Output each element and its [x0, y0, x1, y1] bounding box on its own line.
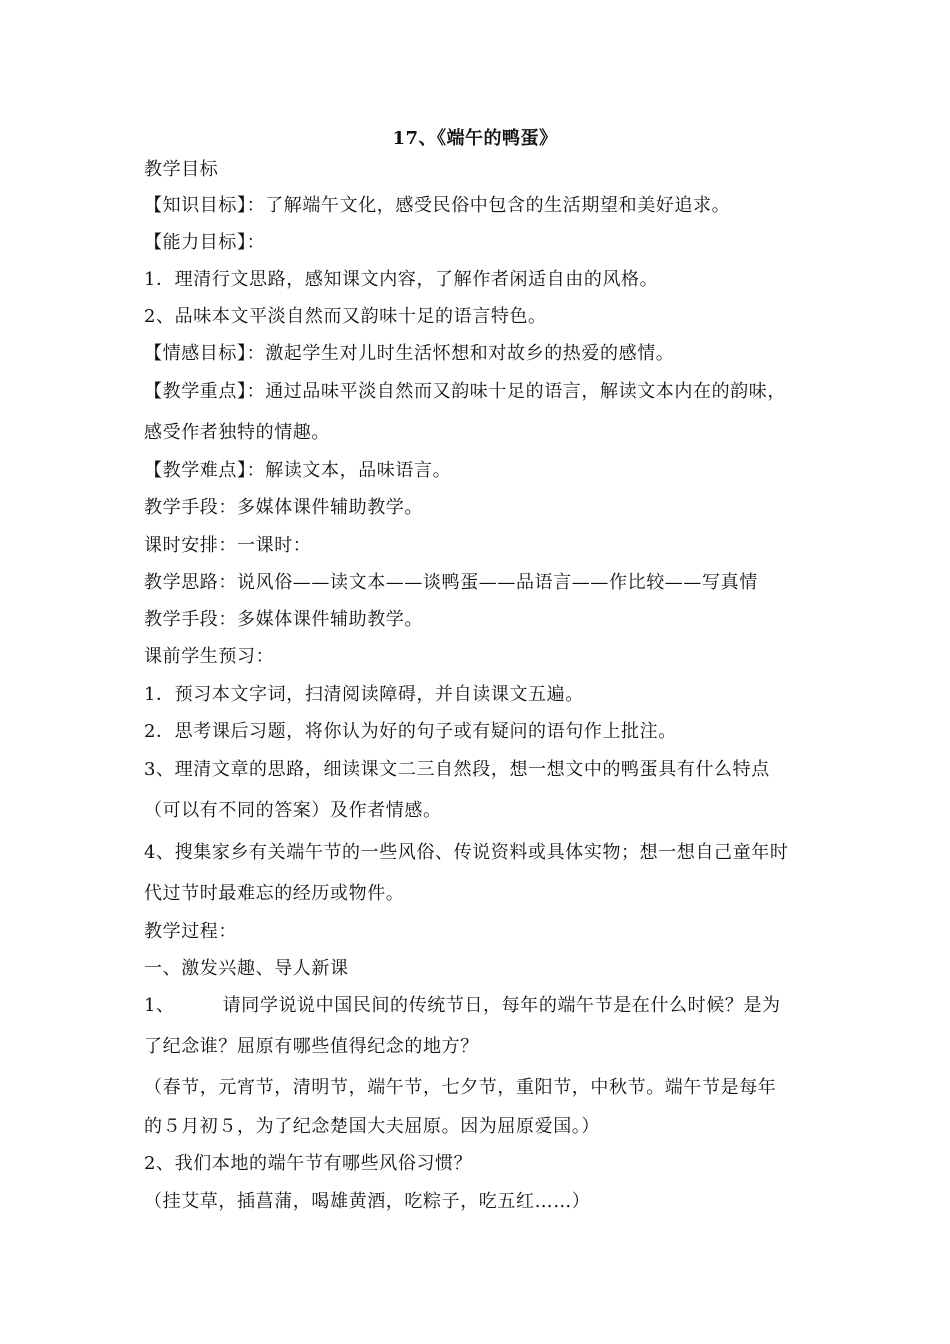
paragraph-line: 2、我们本地的端午节有哪些风俗习惯？: [144, 1153, 473, 1174]
paragraph-line: 2、品味本文平淡自然而又韵味十足的语言特色。: [144, 306, 547, 327]
section-heading: 一、激发兴趣、导人新课: [144, 958, 349, 979]
paragraph-line: 【教学重点】：通过品味平淡自然而又韵味十足的语言，解读文本内在的韵味，: [144, 381, 786, 402]
question-number: 1、: [144, 995, 175, 1016]
question-text: 请同学说说中国民间的传统节日，每年的端午节是在什么时候？是为: [222, 995, 781, 1016]
document-title: 17、《端午的鸭蛋》: [392, 128, 558, 149]
paragraph-line: 感受作者独特的情趣。: [144, 422, 330, 443]
section-heading: 教学目标: [144, 159, 219, 180]
paragraph-line: 【能力目标】：: [144, 232, 266, 253]
paragraph-line: 【知识目标】：了解端午文化，感受民俗中包含的生活期望和美好追求。: [144, 195, 731, 216]
paragraph-line: 4、搜集家乡有关端午节的一些风俗、传说资料或具体实物；想一想自己童年时: [144, 842, 789, 863]
paragraph-line: 1．理清行文思路，感知课文内容，了解作者闲适自由的风格。: [144, 269, 659, 290]
paragraph-line: 课时安排：一课时：: [144, 535, 312, 556]
paragraph-line: 【情感目标】：激起学生对儿时生活怀想和对故乡的热爱的感情。: [144, 343, 675, 364]
paragraph-line: 的５月初５，为了纪念楚国大夫屈原。因为屈原爱国。）: [144, 1116, 600, 1137]
paragraph-line: 2．思考课后习题，将你认为好的句子或有疑问的语句作上批注。: [144, 721, 677, 742]
paragraph-line: 1．预习本文字词，扫清阅读障碍，并自读课文五遍。: [144, 684, 584, 705]
paragraph-line: 了纪念谁？屈原有哪些值得纪念的地方？: [144, 1036, 479, 1057]
paragraph-line: （挂艾草，插菖蒲，喝雄黄酒，吃粽子，吃五红……）: [144, 1191, 591, 1212]
paragraph-line: 教学手段：多媒体课件辅助教学。: [144, 609, 423, 630]
section-heading: 课前学生预习：: [144, 646, 275, 667]
paragraph-line: （可以有不同的答案）及作者情感。: [144, 800, 442, 821]
numbered-question: [144, 994, 814, 1018]
paragraph-line: 教学手段：多媒体课件辅助教学。: [144, 497, 423, 518]
paragraph-line: 代过节时最难忘的经历或物件。: [144, 883, 405, 904]
paragraph-line: （春节，元宵节，清明节，端午节，七夕节，重阳节，中秋节。端午节是每年: [144, 1077, 777, 1098]
paragraph-line: 教学思路：说风俗——读文本——谈鸭蛋——品语言——作比较——写真情: [144, 572, 758, 593]
section-heading: 教学过程：: [144, 921, 237, 942]
paragraph-line: 3、理清文章的思路，细读课文二三自然段，想一想文中的鸭蛋具有什么特点: [144, 759, 770, 780]
paragraph-line: 【教学难点】：解读文本，品味语言。: [144, 460, 452, 481]
